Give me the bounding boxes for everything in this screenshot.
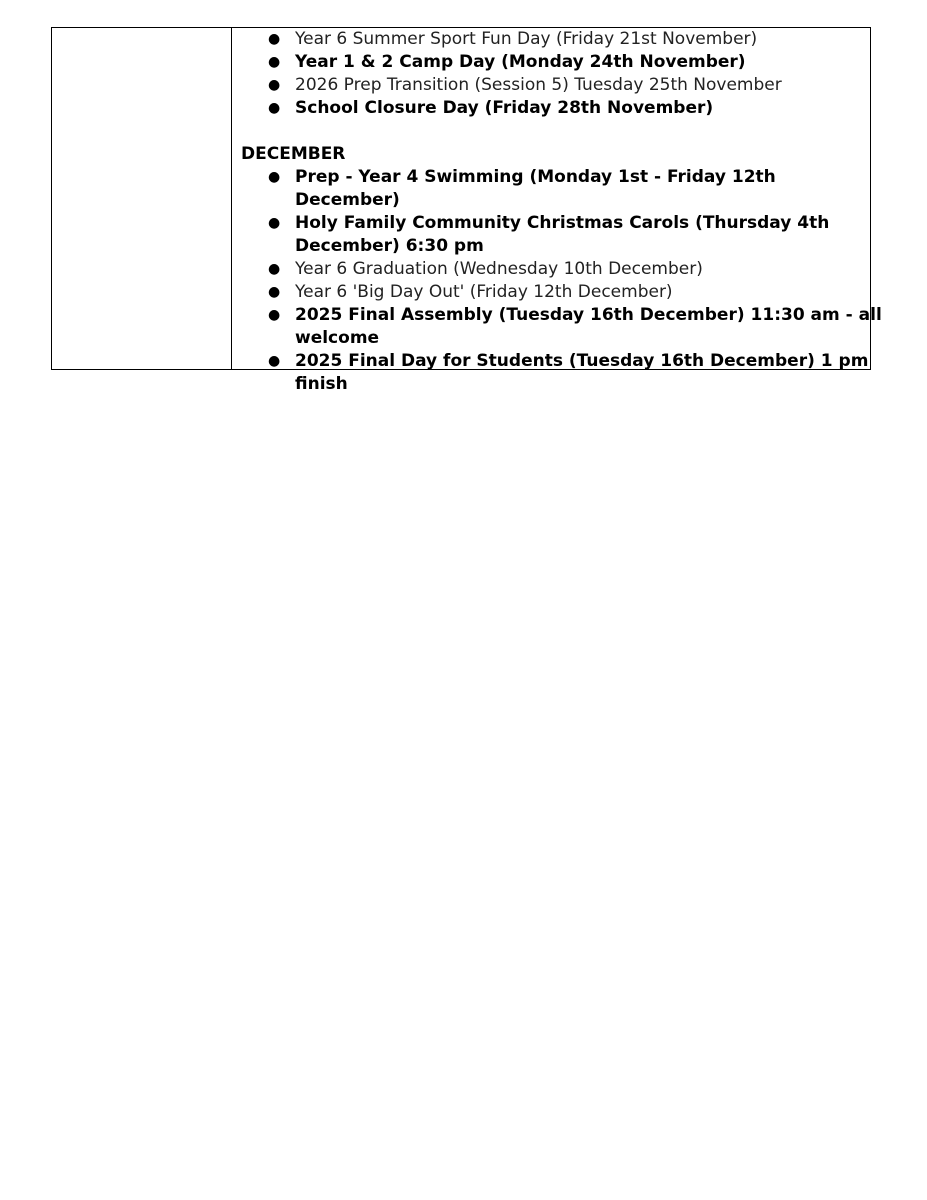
bullet-icon: ● (268, 261, 281, 277)
list-item (241, 212, 885, 258)
events-table (51, 27, 882, 394)
december-events-list (241, 166, 885, 396)
list-item (241, 28, 885, 51)
bullet-icon: ● (268, 54, 281, 70)
event-text: Year 6 Summer Sport Fun Day (Friday 21st November) (295, 29, 758, 49)
list-item (241, 97, 885, 120)
bullet-icon: ● (268, 77, 281, 93)
event-text: Prep - Year 4 Swimming (Monday 1st - Friday 12th December) (295, 167, 776, 210)
event-text: 2025 Final Assembly (Tuesday 16th December) 11:30 am - all welcome (295, 305, 882, 348)
list-item (241, 51, 885, 74)
list-item (241, 258, 885, 281)
list-item (241, 74, 885, 97)
list-item (241, 166, 885, 212)
november-events-list (241, 28, 885, 120)
list-item (241, 304, 885, 350)
bullet-icon: ● (268, 215, 281, 231)
event-text: Year 6 'Big Day Out' (Friday 12th December) (295, 282, 673, 302)
bullet-icon: ● (268, 31, 281, 47)
bullet-icon: ● (268, 100, 281, 116)
event-text: Year 1 & 2 Camp Day (Monday 24th November) (295, 52, 746, 72)
bullet-icon: ● (268, 284, 281, 300)
table-left-cell (52, 28, 232, 369)
event-text: School Closure Day (Friday 28th November) (295, 98, 714, 118)
event-text: 2025 Final Day for Students (Tuesday 16th December) 1 pm finish (295, 351, 869, 394)
bullet-icon: ● (268, 307, 281, 323)
bullet-icon: ● (268, 169, 281, 185)
event-text: Year 6 Graduation (Wednesday 10th December) (295, 259, 703, 279)
bullet-icon: ● (268, 353, 281, 369)
list-item (241, 281, 885, 304)
december-heading: DECEMBER (241, 144, 346, 164)
list-item (241, 350, 885, 396)
event-text: Holy Family Community Christmas Carols (Thursday 4th December) 6:30 pm (295, 213, 830, 256)
event-text: 2026 Prep Transition (Session 5) Tuesday 25th November (295, 75, 782, 95)
table-right-cell (232, 28, 885, 394)
